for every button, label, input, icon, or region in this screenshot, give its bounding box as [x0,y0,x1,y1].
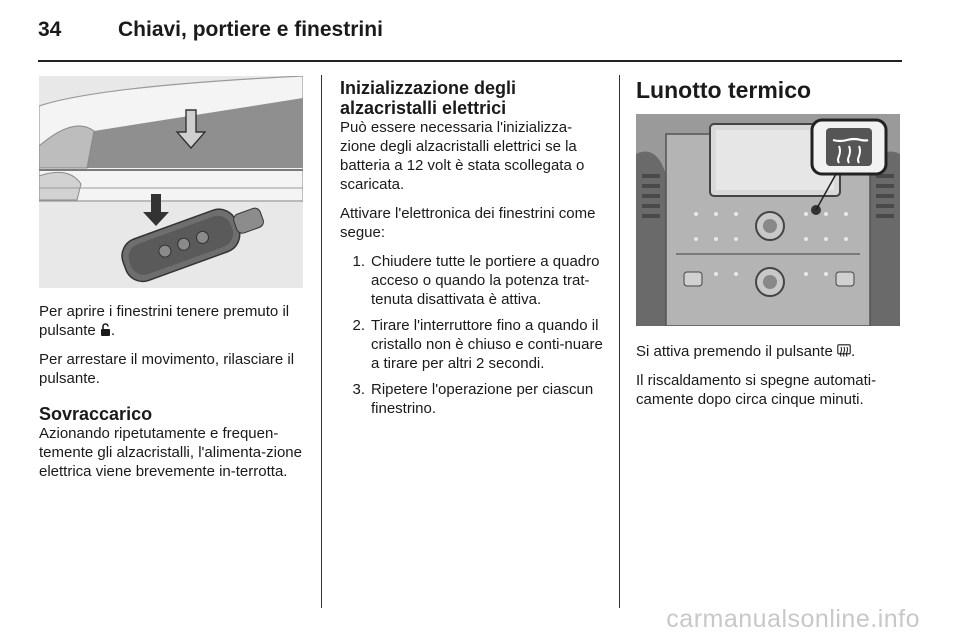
step-text: Ripetere l'operazione per ciascun finestrino. [371,381,594,417]
section-heading-init [340,78,606,118]
right-column [636,76,902,419]
lock-open-icon [100,323,111,336]
right-para1-end: . [850,343,856,360]
list-item [340,380,606,418]
subheading-overload: Sovraccarico [39,404,153,424]
list-item [340,252,606,309]
right-para2: Il riscaldamento si spegne automati-camente dopo circa cinque minuti. [636,372,877,408]
section-heading-defrost: Lunotto termico [636,77,812,103]
left-para2: Per arrestare il movimento, rilasciare il pulsante. [39,351,295,387]
car-window-key-illustration [39,76,303,288]
left-para1-text: Per aprire i finestrini tenere premuto il pulsante [39,303,290,339]
middle-para2: Attivare l'elettronica dei finestrini come segue: [340,205,596,241]
heading-line2: alzacristalli elettrici [340,98,507,118]
step-number: 3. [352,381,365,398]
center-console-svg [636,114,900,326]
middle-column [340,78,606,425]
right-para1-text: Si attiva premendo il pulsante [636,343,833,360]
column-divider [321,75,322,608]
column-divider [619,75,620,608]
list-item [340,316,606,373]
step-text: Tirare l'interruttore fino a quando il cristallo non è chiuso e conti-nuare a tirare per altri 2 secondi. [371,317,603,372]
car-window-key-svg [39,76,303,288]
steps-list [340,252,606,418]
chapter-title: Chiavi, portiere e finestrini [118,18,383,41]
header-rule [38,60,902,62]
left-column [39,76,305,491]
heading-line1: Inizializzazione degli [340,78,517,98]
center-console-illustration [636,114,900,326]
left-para3: Azionando ripetutamente e frequen-temente gli alzacristalli, l'alimenta-zione elettrica viene brevemente in-terrotta. [39,425,302,480]
step-number: 1. [352,253,365,270]
watermark: carmanualsonline.info [666,605,920,633]
step-text: Chiudere tutte le portiere a quadro acceso o quando la potenza trat-tenuta disattivata è attiva. [371,253,600,308]
left-para1-end: . [110,322,116,339]
step-number: 2. [352,317,365,334]
page-number: 34 [38,18,62,41]
middle-para1: Può essere necessaria l'inizializza-zione degli alzacristalli elettrici se la batteria a 12 volt è stata scollegata o scaricata. [340,119,585,193]
rear-window-defrost-icon [837,344,851,357]
